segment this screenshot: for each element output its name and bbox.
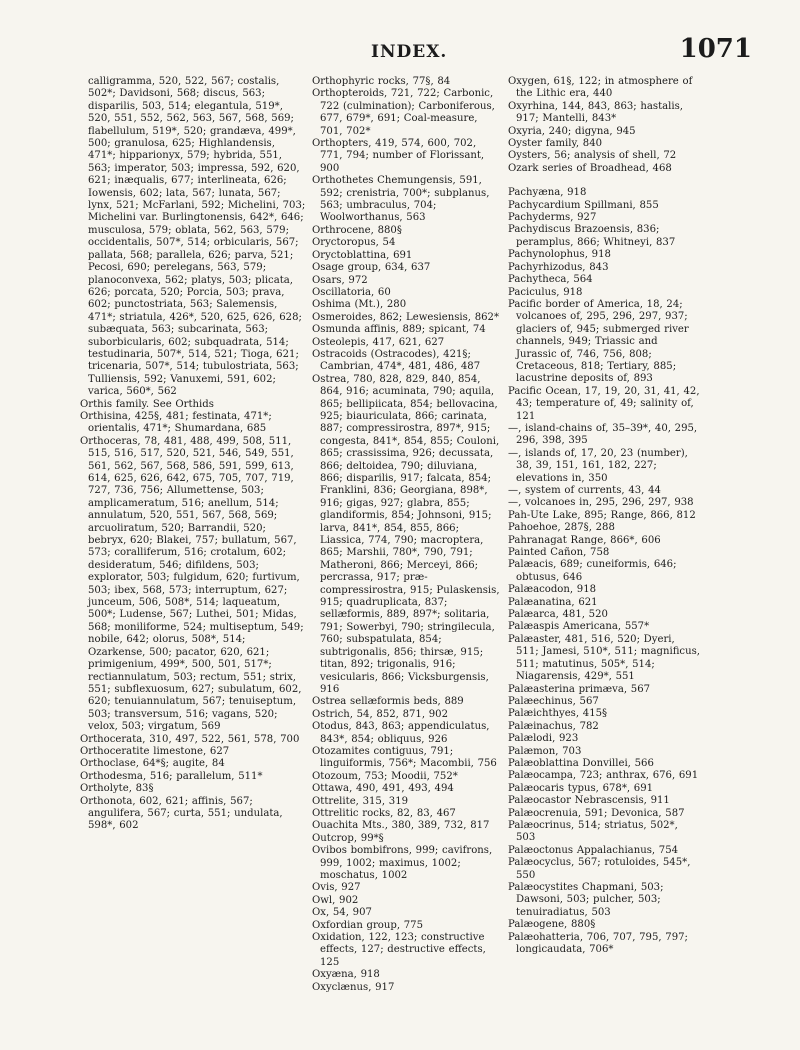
index-entry: Orthodesma, 516; parallelum, 511* [80,770,263,782]
index-entry: Ovis, 927 [312,882,361,894]
index-entry: Owl, 902 [312,894,359,906]
index-entry: Palæocaris typus, 678*, 691 [508,782,654,794]
index-entry: Pacific Ocean, 17, 19, 20, 31, 41, 42, 43; temperature of, 49; salinity of, 121 [508,385,700,422]
index-entry: Pachycardium Spillmani, 855 [508,199,659,211]
index-entry: Otodus, 843, 863; appendiculatus, 843*, 854; obliquus, 926 [312,721,490,745]
index-entry: Orthoceras, 78, 481, 488, 499, 508, 511, 515, 516, 517, 520, 521, 546, 549, 551, 561, 562, 567, 568, 586, 591, 599, 613, 614, 625, 626, 642, 675, 705, 707, 719, 727, 736, 756; Allumettense, 503; amplicameratum, 516; anellum, 514; annulatum, 520, 551, 567, 568, 569; arcuoliratum, 520; Barrandii, 520; bebryx, 620; Blakei, 757; bullatum, 567, 573; coralliferum, 516; crotalum, 602; desideratum, 546; difildens, 503; explorator, 503; fulgidum, 620; furtivum, 503; ibex, 568, 573; interruptum, 627; junceum, 506, 508*, 514; laqueatum, 500*; Ludense, 567; Luthei, 501; Midas, 568; moniliforme, 524; multiseptum, 549; nobile, 642; olorus, 508*, 514; Ozarkense, 500; pacator, 620, 621; primigenium, 499*, 500, 501, 517*; rectiannulatum, 503; rectum, 551; strix, 551; subflexuosum, 627; subulatum, 602, 620; tenuiannulatum, 567; tenuiseptum, 503; transversum, 516; vagans, 520; velox, 503; virgatum, 569 [80,435,304,733]
index-entry: Pachydiscus Brazoensis, 836; peramplus, 866; Whitneyi, 837 [508,224,676,248]
index-entry: Osmunda affinis, 889; spicant, 74 [312,324,486,336]
page-number: 1071 [679,34,752,64]
index-entry: Pacific border of America, 18, 24; volcanoes of, 295, 296, 297, 937; glaciers of, 945; submerged river channels, 949; Triassic and Jurassic of, 746, 756, 808; Cretaceous, 818; Tertiary, 885; lacustrine deposits of, 893 [508,298,689,385]
index-entry: Ostrich, 54, 852, 871, 902 [312,708,449,720]
index-entry: Palæocampa, 723; anthrax, 676, 691 [508,770,699,782]
index-entry: Palæocrinus, 514; striatus, 502*, 503 [508,819,678,844]
index-entry: Oyster family, 840 [508,138,603,150]
index-entry: Pah-Ute Lake, 895; Range, 866, 812 [508,509,696,521]
index-column-1 [80,76,306,833]
index-entry: Oxidation, 122, 123; constructive effects, 127; destructive effects, 125 [312,932,486,968]
index-entry: Orthrocene, 880§ [312,224,402,236]
index-entry: Orthonota, 602, 621; affinis, 567; angulifera, 567; curta, 551; undulata, 598*, 602 [80,795,283,832]
index-entry: Palæoctonus Appalachianus, 754 [508,844,679,856]
index-entry: Orthis family. See Orthids [80,398,214,410]
index-entry: Osars, 972 [312,274,368,286]
index-column-3 [508,76,700,956]
index-entry: Oxyclænus, 917 [312,981,395,993]
index-entry: Orthoceratite limestone, 627 [80,745,230,757]
index-entry: Orthothetes Chemungensis, 591, 592; crenistria, 700*; subplanus, 563; umbraculus, 704; Woolworthanus, 563 [312,175,490,224]
index-entry: Osmeroides, 862; Lewesiensis, 862* [312,311,500,323]
index-entry: Orthocerata, 310, 497, 522, 561, 578, 700 [80,733,300,745]
index-entry: Pachyderms, 927 [508,212,597,224]
index-entry: Oxyrhina, 144, 843, 863; hastalis, 917; Mantelli, 843* [508,100,684,125]
index-entry: Palælodi, 923 [508,733,579,745]
index-entry: Oryctoropus, 54 [312,237,396,249]
index-entry: Oscillatoria, 60 [312,286,391,298]
index-entry: Palæechinus, 567 [508,695,599,707]
index-entry: Osteolepis, 417, 621, 627 [312,336,445,348]
index-entry: Otozamites contiguus, 791; linguiformis, 756*; Macombii, 756 [312,745,497,770]
index-entry: Orthisina, 425§, 481; festinata, 471*; orientalis, 471*; Shumardana, 685 [80,410,272,435]
index-entry: Palæarca, 481, 520 [508,609,608,621]
index-entry: Orthoclase, 64*§; augite, 84 [80,758,225,770]
index-entry: Oysters, 56; analysis of shell, 72 [508,150,677,162]
index-entry: Oxygen, 61§, 122; in atmosphere of the Lithic era, 440 [508,76,693,100]
index-entry: Palæacis, 689; cuneiformis, 646; obtusus, 646 [508,559,677,583]
index-entry: Ox, 54, 907 [312,907,372,919]
index-entry: Ostracoids (Ostracodes), 421§; Cambrian, 474*, 481, 486, 487 [312,348,481,373]
index-entry: Pahoehoe, 287§, 288 [508,522,615,534]
index-entry: Palæasterina primæva, 567 [508,683,651,695]
index-entry: Palæocrenuia, 591; Devonica, 587 [508,807,685,819]
index-entry: Ottrelitic rocks, 82, 83, 467 [312,807,456,819]
index-entry: Palæacodon, 918 [508,584,597,596]
index-entry: Orthopteroids, 721, 722; Carbonic, 722 (culmination); Carboniferous, 677, 679*, 691; Coal-measure, 701, 702* [312,88,495,137]
index-entry: Palæogene, 880§ [508,919,596,931]
index-entry: —, islands of, 17, 20, 23 (number), 38, 39, 151, 161, 182, 227; elevations in, 350 [508,447,688,484]
index-entry: Palæmon, 703 [508,745,582,757]
index-entry: —, volcanoes in, 295, 296, 297, 938 [508,497,694,509]
index-entry: Outcrop, 99*§ [312,832,384,844]
index-entry: Palæanatina, 621 [508,596,598,608]
index-entry: Oxyria, 240; digyna, 945 [508,125,636,137]
index-entry: Palæohatteria, 706, 707, 795, 797; longicaudata, 706* [508,931,688,956]
index-entry: —, island-chains of, 35–39*, 40, 295, 296, 398, 395 [508,422,698,447]
index-entry: Painted Cañon, 758 [508,547,610,559]
index-entry: Paciculus, 918 [508,286,583,298]
index-entry: Oxyæna, 918 [312,969,380,981]
index-entry: Pahranagat Range, 866*, 606 [508,534,661,546]
index-entry: Palæoblattina Donvillei, 566 [508,757,654,769]
index-entry: Palæaspis Americana, 557* [508,621,650,633]
index-entry: Ostrea sellæformis beds, 889 [312,696,464,708]
index-entry: Oryctoblattina, 691 [312,249,413,261]
index-entry: calligramma, 520, 522, 567; costalis, 502*; Davidsoni, 568; discus, 563; disparilis, 503, 514; elegantula, 519*, 520, 551, 552, 562, 563, 567, 568, 569; flabellulum, 519*, 520; grandæva, 499*, 500; granulosa, 625; Highlandensis, 471*; hipparionyx, 579; hybrida, 551, 563; imperator, 503; impressa, 592, 620, 621; inæqualis, 677; interlineata, 626; Iowensis, 602; lata, 567; lunata, 567; lynx, 521; McFarlani, 592; Michelini, 703; Michelini var. Burlingtonensis, 642*, 646; musculosa, 579; oblata, 562, 563, 579; occidentalis, 507*, 514; orbicularis, 567; pallata, 568; parallela, 626; parva, 521; Pecosi, 690; perelegans, 563, 579; planoconvexa, 562; platys, 503; plicata, 626; porcata, 520; Porcia, 503; prava, 602; punctostriata, 563; Salemensis, 471*; striatula, 426*, 520, 625, 626, 628; subæquata, 563; subcarinata, 563; suborbicularis, 602; subquadrata, 514; testudinaria, 507*, 514, 521; Tioga, 621; tricenaria, 507*, 514; tubulostriata, 563; Tulliensis, 592; Vanuxemi, 591, 602; varica, 560*, 562 [88,76,306,398]
index-entry: Ouachita Mts., 380, 389, 732, 817 [312,820,490,832]
index-entry: Ortholyte, 83§ [80,783,154,795]
index-entry: Pachynolophus, 918 [508,249,611,261]
index-entry: Palæaster, 481, 516, 520; Dyeri, 511; Jamesi, 510*, 511; magnificus, 511; matutinus, 505*, 514; Niagarensis, 429*, 551 [508,633,700,683]
index-entry: Orthopters, 419, 574, 600, 702, 771, 794; number of Florissant, 900 [312,138,485,174]
index-entry: Otozoum, 753; Moodii, 752* [312,770,458,782]
index-entry: Palæinachus, 782 [508,720,599,732]
index-entry: —, system of currents, 43, 44 [508,485,661,496]
index-entry: Osage group, 634, 637 [312,262,431,274]
index-entry: Ottrelite, 315, 319 [312,795,409,807]
index-entry: Ostrea, 780, 828, 829, 840, 854, 864, 916; acuminata, 790; aquila, 865; bellipiicata, 854; bellovacina, 925; biauriculata, 866; carinata, 887; compressirostra, 897*, 915; congesta, 841*, 854, 855; Couloni, 865; crassissima, 926; decussata, 866; deltoidea, 790; diluviana, 866; disparilis, 917; falcata, 854; Franklini, 836; Georgiana, 898*, 916; gigas, 927; glabra, 855; glandiformis, 854; Johnsoni, 915; larva, 841*, 854, 855, 866; Liassica, 774, 790; macroptera, 865; Marshii, 780*, 790, 791; Matheroni, 866; Merceyi, 866; percrassa, 917; præ-compressirostra, 915; Pulaskensis, 915; quadruplicata, 837; sellæformis, 889, 897*; solitaria, 791; Sowerbyi, 790; stringilecula, 760; subspatulata, 854; subtrigonalis, 856; thirsæ, 915; titan, 892; trigonalis, 916; vesicularis, 866; Vicksburgensis, 916 [312,373,500,695]
index-entry: Orthophyric rocks, 77§, 84 [312,76,451,87]
index-entry: Pachyæna, 918 [508,187,587,199]
index-entry: Palæocyclus, 567; rotuloides, 545*, 550 [508,857,691,881]
index-entry: Palæichthyes, 415§ [508,708,608,720]
index-entry: Palæocystites Chapmani, 503; Dawsoni, 503; pulcher, 503; tenuiradiatus, 503 [508,882,664,918]
index-entry: Ozark series of Broadhead, 468 [508,162,672,174]
index-column-2 [312,76,502,994]
index-entry: Ovibos bombifrons, 999; cavifrons, 999, 1002; maximus, 1002; moschatus, 1002 [312,845,493,881]
page-header [0,28,800,68]
index-entry: Oshima (Mt.), 280 [312,299,407,311]
index-entry: Ottawa, 490, 491, 493, 494 [312,783,454,795]
index-entry: Pachyrhizodus, 843 [508,261,609,273]
index-entry: Pachytheca, 564 [508,274,593,286]
running-title: INDEX. [371,42,448,62]
index-entry: Palæocastor Nebrascensis, 911 [508,795,670,807]
index-entry: Oxfordian group, 775 [312,919,424,931]
